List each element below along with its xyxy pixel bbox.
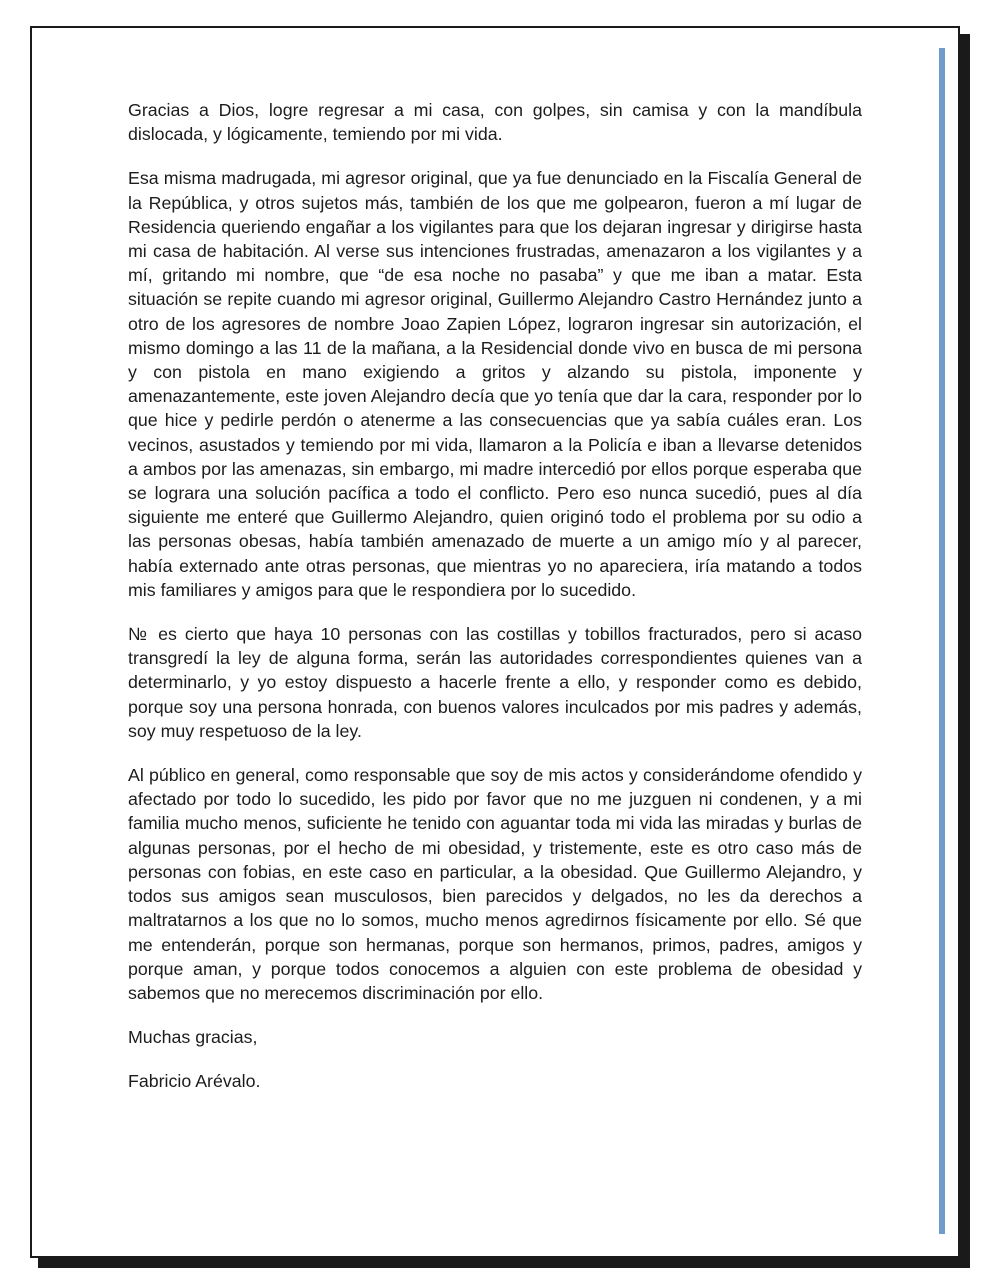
letter-body xyxy=(128,98,862,1114)
signature: Fabricio Arévalo. xyxy=(128,1071,261,1092)
paragraph-3: № es cierto que haya 10 personas con las costillas y tobillos fracturados, pero si acaso transgredí la ley de alguna forma, serán las autoridades correspondientes quienes van a determinarlo, y yo estoy dispuesto a hacerle frente a ello, y responder como es debido, porque soy una persona honrada, con buenos valores inculcados por mis padres y además, soy muy respetuoso de la ley. xyxy=(128,624,862,741)
closing-line: Muchas gracias, xyxy=(128,1027,258,1048)
paragraph-2: Esa misma madrugada, mi agresor original, que ya fue denunciado en la Fiscalía General de la República, y otros sujetos más, también de los que me golpearon, fueron a mí lugar de Residencia queriendo engañar a los vigilantes para que los dejaran ingresar y dirigirse hasta mi casa de habitación. Al verse sus intenciones frustradas, amenazaron a los vigilantes y a mí, gritando mi nombre, que “de esa noche no pasaba” y que me iban a matar. Esta situación se repite cuando mi agresor original, Guillermo Alejandro Castro Hernández junto a otro de los agresores de nombre Joao Zapien López, lograron ingresar sin autorización, el mismo domingo a las 11 de la mañana, a la Residencial donde vivo en busca de mi persona y con pistola en mano exigiendo a gritos y alzando su pistola, imponente y amenazantemente, este joven Alejandro decía que yo tenía que dar la cara, responder por lo que hice y pedirle perdón o atenerme a las consecuencias que ya sabía cuáles eran. Los vecinos, asustados y temiendo por mi vida, llamaron a la Policía e iban a llevarse detenidos a ambos por las amenazas, sin embargo, mi madre intercedió por ellos porque esperaba que se lograra una solución pacífica a todo el conflicto. Pero eso nunca sucedió, pues al día siguiente me enteré que Guillermo Alejandro, quien originó todo el problema por su odio a las personas obesas, había también amenazado de muerte a un amigo mío y al parecer, había externado ante otras personas, que mientras yo no apareciera, iría matando a todos mis familiares y amigos para que le respondiera por lo sucedido. xyxy=(128,168,862,600)
paragraph-1: Gracias a Dios, logre regresar a mi casa, con golpes, sin camisa y con la mandíbula dislocada, y lógicamente, temiendo por mi vida. xyxy=(128,100,862,145)
paragraph-4: Al público en general, como responsable que soy de mis actos y considerándome ofendido y afectado por todo lo sucedido, les pido por favor que no me juzguen ni condenen, y a mi familia mucho menos, suficiente he tenido con aguantar toda mi vida las miradas y burlas de algunas personas, por el hecho de mi obesidad, y tristemente, este es otro caso más de personas con fobias, en este caso en particular, a la obesidad. Que Guillermo Alejandro, y todos sus amigos sean musculosos, bien parecidos y delgados, no les da derechos a maltratarnos a los que no lo somos, mucho menos agredirnos físicamente por ello. Sé que me entenderán, porque son hermanas, porque son hermanos, primos, padres, amigos y porque aman, y porque todos conocemos a alguien con este problema de obesidad y sabemos que no merecemos discriminación por ello. xyxy=(128,765,862,1003)
accent-bar xyxy=(939,48,945,1234)
letter-page xyxy=(30,26,960,1258)
